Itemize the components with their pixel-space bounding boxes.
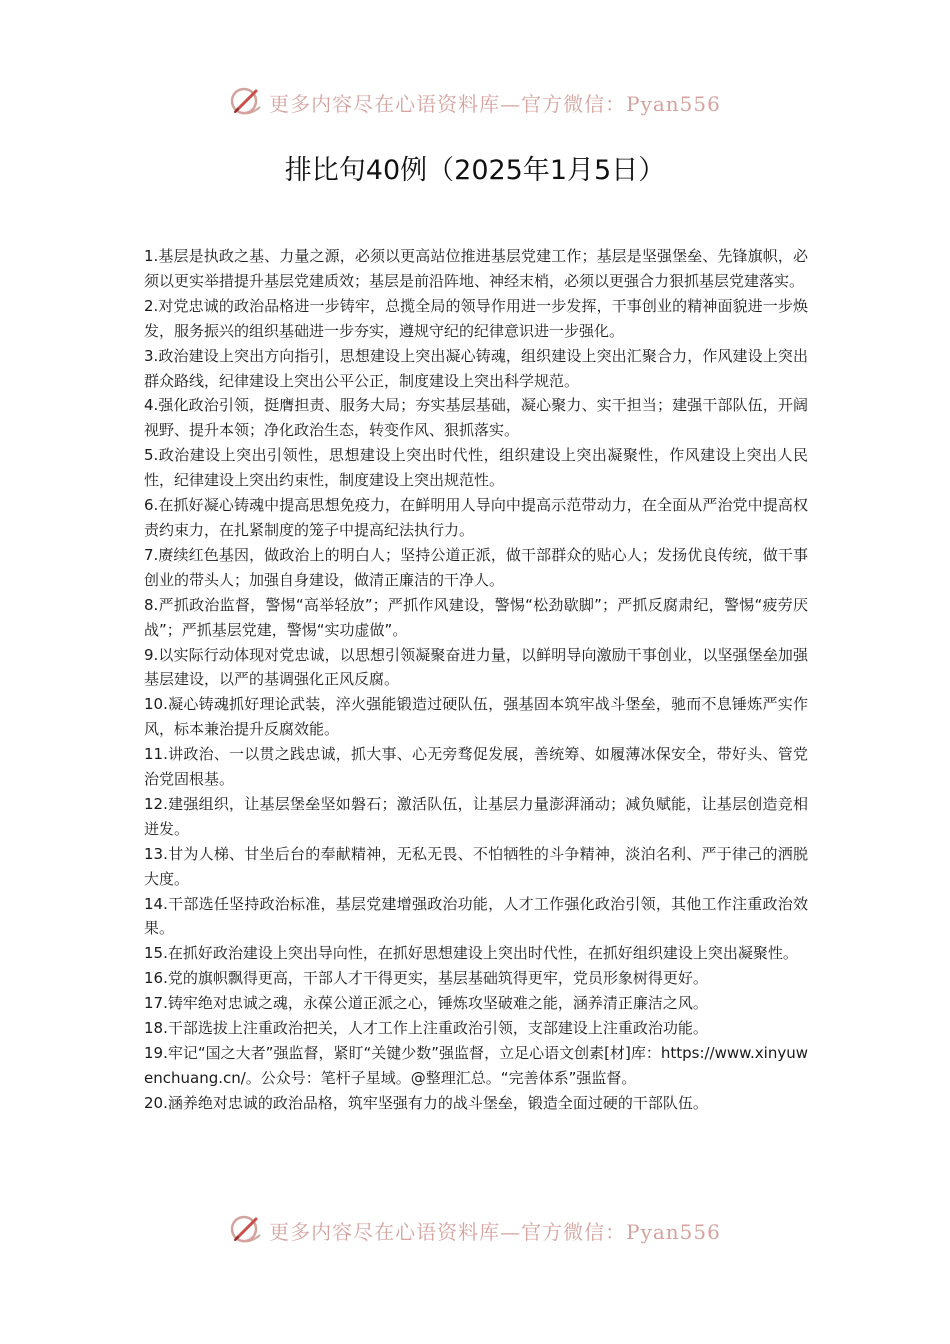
pen-signature-icon	[229, 1213, 263, 1247]
document-body	[144, 244, 808, 1116]
list-item: 15.在抓好政治建设上突出导向性，在抓好思想建设上突出时代性，在抓好组织建设上突出凝聚性。	[144, 944, 798, 963]
header-watermark-banner	[0, 80, 950, 124]
list-item: 2.对党忠诚的政治品格进一步铸牢，总揽全局的领导作用进一步发挥，干事创业的精神面貌进一步焕发，服务振兴的组织基础进一步夯实，遵规守纪的纪律意识进一步强化。	[144, 296, 808, 340]
list-item: 19.牢记“国之大者”强监督，紧盯“关键少数”强监督，立足心语文创素[材]库：https://www.xinyuwenchuang.cn/。公众号：笔杆子星域。@整理汇总。“完善体系”强监督。	[144, 1044, 808, 1087]
list-item: 5.政治建设上突出引领性，思想建设上突出时代性，组织建设上突出凝聚性，作风建设上突出人民性，纪律建设上突出约束性，制度建设上突出规范性。	[144, 446, 808, 490]
list-item: 14.干部选任坚持政治标准，基层党建增强政治功能，人才工作强化政治引领，其他工作注重政治效果。	[144, 894, 808, 938]
list-item: 11.讲政治、一以贯之践忠诚，抓大事、心无旁骛促发展，善统筹、如履薄冰保安全，带好头、管党治党固根基。	[144, 745, 808, 789]
list-item: 16.党的旗帜飘得更高，干部人才干得更实，基层基础筑得更牢，党员形象树得更好。	[144, 969, 708, 988]
list-item: 6.在抓好凝心铸魂中提高思想免疫力，在鲜明用人导向中提高示范带动力，在全面从严治党中提高权责约束力，在扎紧制度的笼子中提高纪法执行力。	[144, 496, 808, 539]
list-item: 8.严抓政治监督，警惕“高举轻放”；严抓作风建设，警惕“松劲歇脚”；严抓反腐肃纪，警惕“疲劳厌战”；严抓基层党建，警惕“实功虚做”。	[144, 595, 808, 639]
list-item: 4.强化政治引领，挺膺担责、服务大局；夯实基层基础，凝心聚力、实干担当；建强干部队伍，开阔视野、提升本领；净化政治生态，转变作风、狠抓落实。	[144, 396, 808, 440]
list-item: 12.建强组织，让基层堡垒坚如磐石；激活队伍，让基层力量澎湃涌动；减负赋能，让基层创造竞相迸发。	[144, 794, 808, 838]
list-item: 17.铸牢绝对忠诚之魂，永葆公道正派之心，锤炼攻坚破难之能，涵养清正廉洁之风。	[144, 994, 708, 1013]
list-item: 9.以实际行动体现对党忠诚，以思想引领凝聚奋进力量，以鲜明导向激励干事创业，以坚强堡垒加强基层建设，以严的基调强化正风反腐。	[144, 645, 808, 689]
watermark-text: 更多内容尽在心语资料库—官方微信：Pyan556	[269, 1219, 721, 1244]
watermark-text: 更多内容尽在心语资料库—官方微信：Pyan556	[269, 91, 721, 116]
list-item: 10.凝心铸魂抓好理论武装，淬火强能锻造过硬队伍，强基固本筑牢战斗堡垒，驰而不息锤炼严实作风，标本兼治提升反腐效能。	[144, 695, 808, 739]
list-item: 13.甘为人梯、甘坐后台的奉献精神，无私无畏、不怕牺牲的斗争精神，淡泊名利、严于律己的洒脱大度。	[144, 844, 808, 888]
pen-signature-icon	[229, 85, 263, 119]
page-title: 排比句40例（2025年1月5日）	[284, 155, 666, 186]
list-item: 3.政治建设上突出方向指引，思想建设上突出凝心铸魂，组织建设上突出汇聚合力，作风建设上突出群众路线，纪律建设上突出公平公正，制度建设上突出科学规范。	[144, 346, 808, 390]
list-item: 1.基层是执政之基、力量之源，必须以更高站位推进基层党建工作；基层是坚强堡垒、先锋旗帜，必须以更实举措提升基层党建质效；基层是前沿阵地、神经末梢，必须以更强合力狠抓基层党建落实。	[144, 247, 808, 290]
footer-watermark-banner	[0, 1208, 950, 1252]
list-item: 20.涵养绝对忠诚的政治品格，筑牢坚强有力的战斗堡垒，锻造全面过硬的干部队伍。	[144, 1093, 708, 1112]
list-item: 18.干部选拔上注重政治把关，人才工作上注重政治引领，支部建设上注重政治功能。	[144, 1019, 708, 1038]
list-item: 7.赓续红色基因，做政治上的明白人；坚持公道正派，做干部群众的贴心人；发扬优良传统，做干事创业的带头人；加强自身建设，做清正廉洁的干净人。	[144, 545, 808, 589]
